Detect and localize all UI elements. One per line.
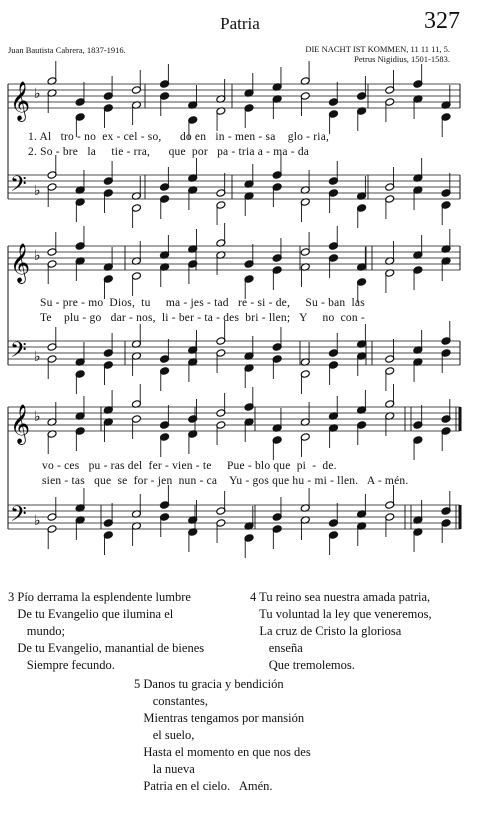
flat-icon: ♭ [34,248,41,264]
stanza-5-line: Mientras tengamos por mansión [134,711,305,725]
treble-clef-icon: 𝄞 [10,243,31,283]
tune-composer: Petrus Nigidius, 1501-1583. [354,54,450,64]
stanza-4-line: Que tremolemos. [250,658,355,672]
treble-clef-icon: 𝄞 [10,404,31,444]
flat-icon: ♭ [34,349,41,365]
bass-clef-icon: 𝄢 [10,502,27,532]
hymn-number: 327 [424,8,460,34]
lyrics-verse2-line2: Te plu - go dar - nos, li - ber - ta - des bri - llen; Y no con - [40,312,365,324]
stanza-4 [250,589,432,674]
stanza-4-line: Tu voluntad la ley que veneremos, [250,607,432,621]
lyrics-verse1-line1: 1. Al tro - no ex - cel - so, do en in - men - sa glo - ria, [28,131,330,143]
flat-icon: ♭ [34,86,41,102]
stanza-5-line: Hasta el momento en que nos des [134,745,311,759]
stanza-4-line: enseña [250,641,303,655]
flat-icon: ♭ [34,183,41,199]
stanza-5-line: 5 Danos tu gracia y bendición [134,677,284,691]
stanza-3-line: mundo; [8,624,65,638]
stanza-4-line: 4 Tu reino sea nuestra amada patria, [250,590,431,604]
stanza-3 [8,589,204,674]
stanza-3-line: 3 Pío derrama la esplendente lumbre [8,590,191,604]
flat-icon: ♭ [34,513,41,529]
stanza-4-line: La cruz de Cristo la gloriosa [250,624,402,638]
stanza-5-line: constantes, [134,694,208,708]
bass-clef-icon: 𝄢 [10,338,27,368]
stanza-3-line: Siempre fecundo. [8,658,115,672]
stanza-5-line: el suelo, [134,728,195,742]
lyrics-verse1-line2: Su - pre - mo Dios, tu ma - jes - tad re - si - de, Su - ban las [40,297,365,309]
lyrics-verse2-line3: sien - tas que se for - jen nun - ca Yu - gos que hu - mi - llen. A - mén. [42,475,409,487]
bass-clef-icon: 𝄢 [10,172,27,202]
stanza-5-line: Patria en el cielo. Amén. [134,779,273,793]
text-author-credit: Juan Bautista Cabrera, 1837-1916. [8,45,126,55]
lyrics-verse2-line1: 2. So - bre la tie - rra, que por pa - tria a - ma - da [28,146,310,158]
hymn-title: Patria [220,14,260,33]
lyrics-verse1-line3: vo - ces pu - ras del fer - vien - te Pue - blo que pi - de. [42,460,337,472]
stanza-5 [134,676,311,795]
stanza-3-line: De tu Evangelio, manantial de bienes [8,641,205,655]
tune-name: DIE NACHT IST KOMMEN, 11 11 11, 5. [305,44,450,54]
stanza-5-line: la nueva [134,762,195,776]
treble-clef-icon: 𝄞 [10,81,31,121]
flat-icon: ♭ [34,409,41,425]
stanza-3-line: De tu Evangelio que ilumina el [8,607,174,621]
